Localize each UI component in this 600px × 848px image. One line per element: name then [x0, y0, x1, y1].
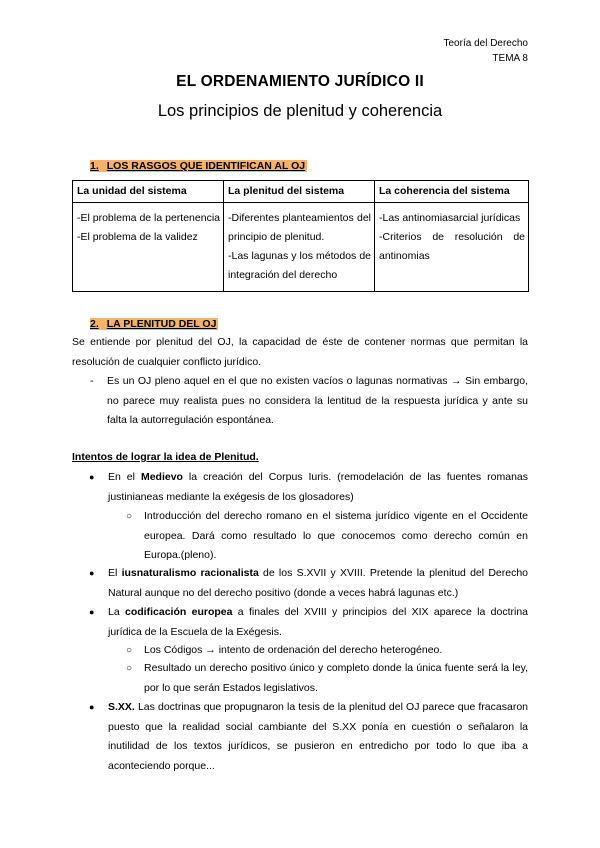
circle-bullet-icon: ○: [126, 511, 133, 522]
bullet-icon: ●: [89, 607, 95, 617]
table-header-unity: La unidad del sistema: [73, 181, 224, 203]
header-subject: Teoría del Derecho: [443, 38, 528, 49]
sub-list-item: [126, 659, 528, 698]
section-2-number: 2.: [90, 318, 99, 330]
bullet-icon: ●: [89, 568, 95, 578]
features-table: [72, 180, 529, 292]
section-2-heading: [90, 318, 218, 330]
section-2-title: LA PLENITUD DEL OJ: [106, 318, 217, 330]
table-row: [73, 203, 529, 292]
bullet-icon: ●: [89, 702, 95, 712]
bullet-text: Las doctrinas que propugnaron la tesis de la plenitud del OJ parece que fracasaron puesto que la realidad social cambiante del S.XX ponía en cuestión o señalaron la inutilidad de los textos jurídicos, se pusieron en entredicho por todo lo que iba a aconteciendo porque...: [108, 701, 528, 772]
list-item: [89, 698, 528, 776]
section-1-number: 1.: [90, 160, 99, 172]
dash-bullet: -: [90, 375, 94, 387]
table-header-coherence: La coherencia del sistema: [375, 181, 529, 203]
table-cell-line: -Criterios de resolución de antinomias: [379, 231, 525, 262]
bullet-bold-text: iusnaturalismo racionalista: [121, 567, 259, 579]
bullet-text: En el: [108, 471, 141, 483]
table-cell-line: -Las antinomiasarcial jurídicas: [379, 212, 521, 224]
header-topic: TEMA 8: [492, 53, 528, 64]
bullet-icon: ●: [89, 472, 95, 482]
list-item: [89, 468, 528, 507]
table-cell-line: -Diferentes planteamientos del principio de plenitud.: [228, 212, 371, 243]
circle-bullet-icon: ○: [126, 663, 133, 674]
sub-list-item: [126, 641, 528, 661]
sub-list-item: [126, 507, 528, 566]
bullet-bold-text: codificación europea: [125, 606, 233, 618]
table-cell-unity: [73, 203, 224, 292]
table-header-fullness: La plenitud del sistema: [224, 181, 375, 203]
bullet-text: El: [108, 567, 122, 579]
table-cell-fullness: [224, 203, 375, 292]
plenitud-dash-text: Es un OJ pleno aquel en el que no existen vacíos o lagunas normativas → Sin embargo, no parece muy realista pues no considera la lentitud de la respuesta jurídica y ante su falta la autorregulación espontánea.: [107, 375, 528, 426]
bullet-text: de los S.XVII y XVIII. Pretende la plenitud del Derecho Natural aunque no del derecho positivo (donde a veces habrá lagunas etc.): [108, 567, 529, 599]
bullet-text: la creación del Corpus Iuris. (remodelación de las fuentes romanas justinianeas mediante la exégesis de los glosadores): [108, 471, 528, 503]
attempts-heading: Intentos de lograr la idea de Plenitud.: [72, 451, 259, 463]
bullet-text: a finales del XVIII y principios del XIX aparece la doctrina jurídica de la Escuela de la Exégesis.: [108, 606, 528, 638]
bullet-bold-text: Medievo: [140, 471, 183, 483]
table-cell-line: -El problema de la validez: [77, 231, 198, 243]
bullet-text: La: [108, 606, 126, 618]
bullet-bold-text: S.XX.: [108, 701, 135, 713]
page-header: [444, 36, 529, 66]
section-1-heading: [90, 160, 307, 172]
plenitud-dash-item: [92, 372, 528, 431]
table-cell-line: -Las lagunas y los métodos de integración del derecho: [228, 250, 371, 281]
sub-bullet-text: Introducción del derecho romano en el sistema jurídico vigente en el Occidente europea. Dará como resultado lo que conocemos como derecho común en Europa.(pleno).: [144, 510, 528, 561]
circle-bullet-icon: ○: [126, 645, 133, 656]
document-subtitle: Los principios de plenitud y coherencia: [157, 102, 443, 120]
sub-bullet-text: Los Códigos → intento de ordenación del derecho heterogéneo.: [144, 644, 443, 656]
table-cell-line: -El problema de la pertenencia: [77, 212, 221, 224]
table-header-row: [73, 181, 529, 203]
list-item: [89, 603, 528, 642]
section-1-title: LOS RASGOS QUE IDENTIFICAN AL OJ: [106, 160, 306, 172]
document-title: EL ORDENAMIENTO JURÍDICO II: [176, 73, 424, 90]
table-cell-coherence: [375, 203, 529, 292]
sub-bullet-text: Resultado un derecho positivo único y completo donde la única fuente será la ley, por lo que serán Estados legislativos.: [144, 662, 528, 694]
plenitud-definition: Se entiende por plenitud del OJ, la capacidad de éste de contener normas que permitan la resolución de cualquier conflicto jurídico.: [72, 336, 528, 368]
list-item: [89, 564, 529, 603]
